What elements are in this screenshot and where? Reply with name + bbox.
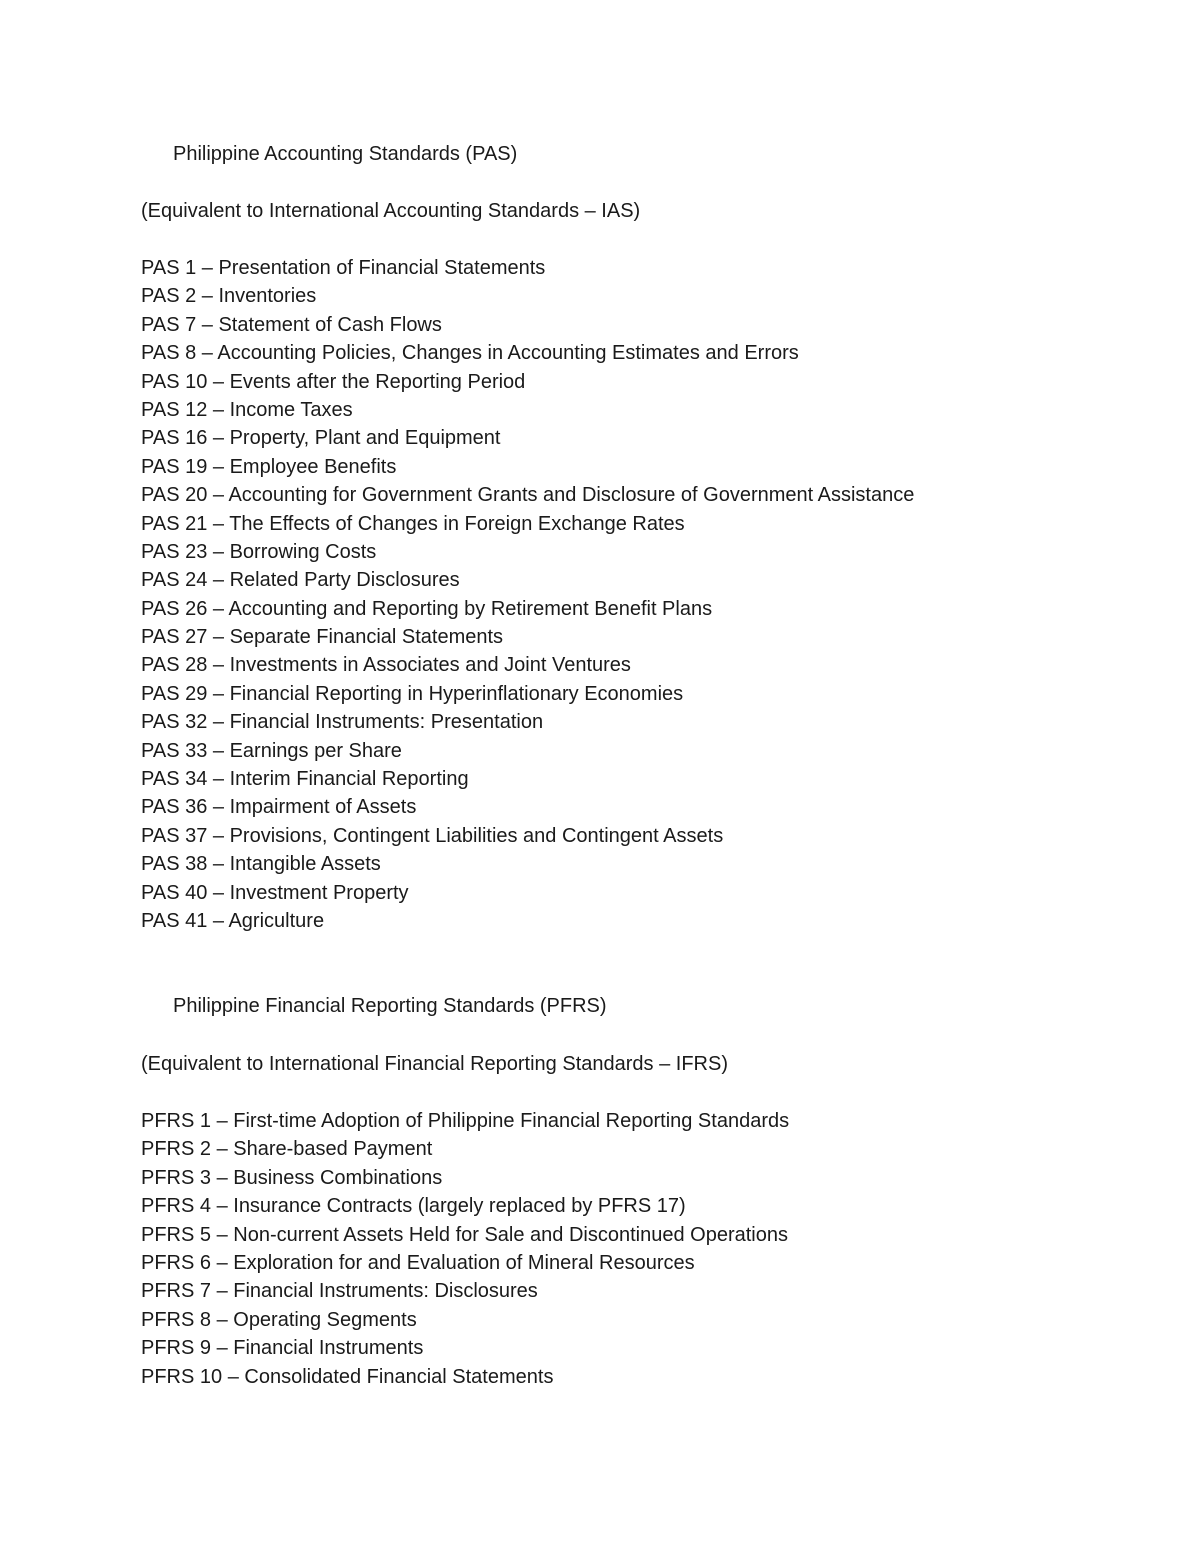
pas-subheading: (Equivalent to International Accounting Standards – IAS) — [141, 200, 641, 222]
pfrs-subheading: (Equivalent to International Financial Reporting Standards – IFRS) — [141, 1053, 728, 1075]
pas-list — [141, 254, 1141, 935]
list-item: PFRS 9 – Financial Instruments — [141, 1337, 424, 1360]
list-item: PAS 38 – Intangible Assets — [141, 853, 381, 876]
list-item: PAS 23 – Borrowing Costs — [141, 540, 377, 563]
list-item: PAS 27 – Separate Financial Statements — [141, 626, 504, 649]
list-item: PAS 26 – Accounting and Reporting by Retirement Benefit Plans — [141, 597, 713, 620]
list-item: PFRS 6 – Exploration for and Evaluation of Mineral Resources — [141, 1251, 695, 1274]
list-item: PAS 10 – Events after the Reporting Period — [141, 370, 526, 393]
pfrs-heading: Philippine Financial Reporting Standards (PFRS) — [173, 995, 607, 1017]
pfrs-list — [141, 1107, 1141, 1391]
list-item: PFRS 4 – Insurance Contracts (largely replaced by PFRS 17) — [141, 1195, 686, 1218]
list-item: PFRS 7 – Financial Instruments: Disclosures — [141, 1280, 538, 1303]
list-item: PFRS 1 – First-time Adoption of Philippine Financial Reporting Standards — [141, 1110, 790, 1132]
list-item: PAS 1 – Presentation of Financial Statements — [141, 257, 546, 279]
list-item: PAS 8 – Accounting Policies, Changes in Accounting Estimates and Errors — [141, 342, 799, 365]
pas-heading: Philippine Accounting Standards (PAS) — [173, 143, 518, 165]
list-item: PAS 37 – Provisions, Contingent Liabilities and Contingent Assets — [141, 824, 724, 847]
list-item: PAS 41 – Agriculture — [141, 909, 325, 932]
list-item: PAS 16 – Property, Plant and Equipment — [141, 427, 501, 450]
list-item: PAS 34 – Interim Financial Reporting — [141, 768, 469, 791]
list-item: PAS 33 – Earnings per Share — [141, 739, 402, 762]
list-item: PAS 24 – Related Party Disclosures — [141, 569, 460, 592]
list-item: PFRS 2 – Share-based Payment — [141, 1138, 433, 1161]
list-item: PAS 36 – Impairment of Assets — [141, 796, 417, 819]
list-item: PFRS 3 – Business Combinations — [141, 1166, 443, 1189]
list-item: PAS 12 – Income Taxes — [141, 398, 353, 421]
list-item: PAS 20 – Accounting for Government Grants and Disclosure of Government Assistance — [141, 484, 915, 507]
list-item: PFRS 5 – Non-current Assets Held for Sale and Discontinued Operations — [141, 1223, 788, 1246]
list-item: PAS 2 – Inventories — [141, 285, 317, 308]
list-item: PAS 19 – Employee Benefits — [141, 455, 397, 478]
list-item: PAS 29 – Financial Reporting in Hyperinflationary Economies — [141, 682, 684, 705]
list-item: PAS 28 – Investments in Associates and Joint Ventures — [141, 654, 631, 677]
list-item: PFRS 8 – Operating Segments — [141, 1308, 417, 1331]
list-item: PAS 7 – Statement of Cash Flows — [141, 313, 442, 336]
list-item: PAS 21 – The Effects of Changes in Foreign Exchange Rates — [141, 512, 685, 535]
list-item: PAS 40 – Investment Property — [141, 881, 409, 904]
list-item: PFRS 10 – Consolidated Financial Statements — [141, 1365, 554, 1388]
list-item: PAS 32 – Financial Instruments: Presentation — [141, 711, 544, 734]
